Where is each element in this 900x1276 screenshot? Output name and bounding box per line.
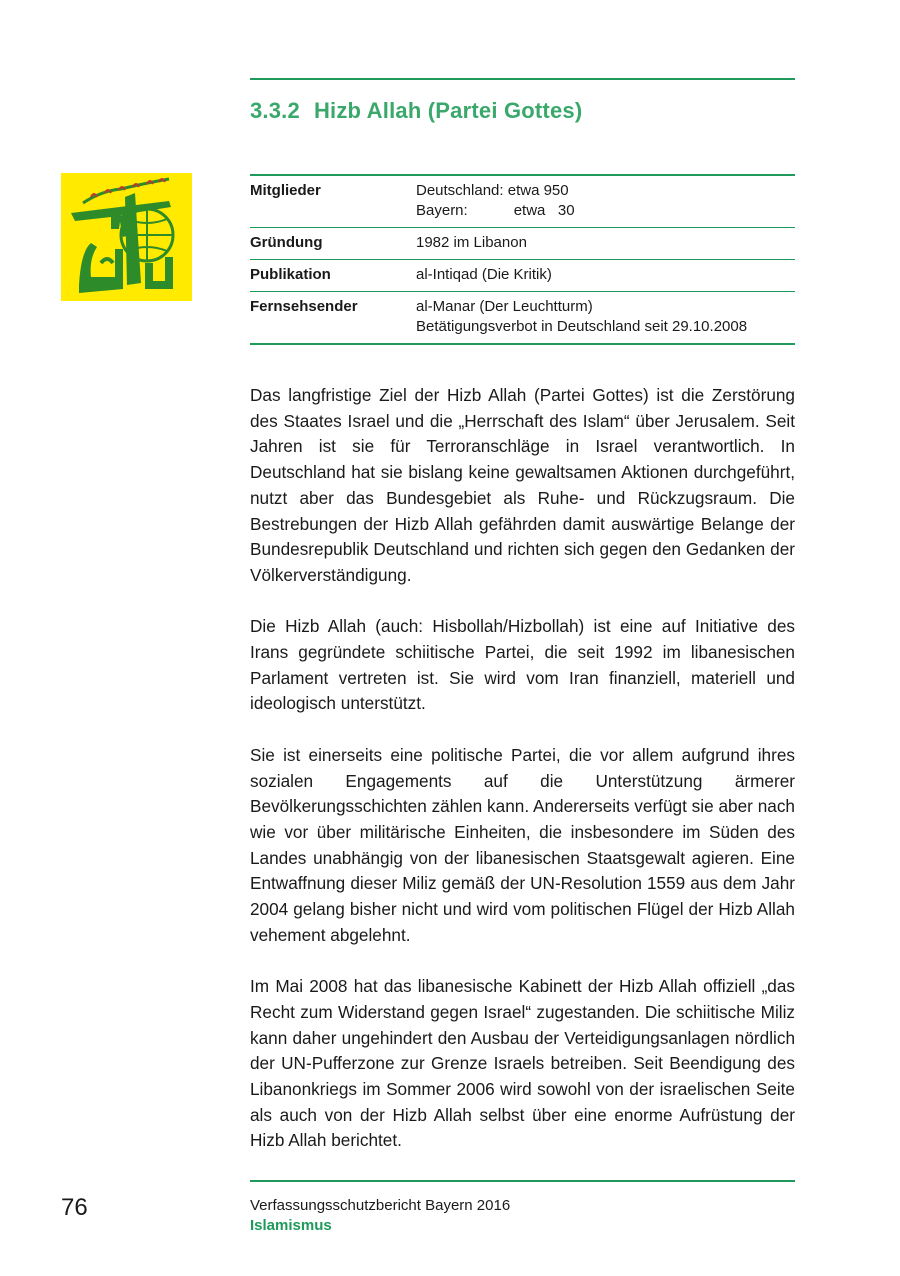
founding-label: Gründung: [250, 228, 416, 260]
tv-station-ban: Betätigungsverbot in Deutschland seit 29.10.2008: [416, 318, 748, 335]
tv-station-value: [416, 292, 795, 345]
table-row: [250, 175, 795, 228]
members-germany-region: Deutschland:: [416, 182, 504, 199]
founding-value: 1982 im Libanon: [416, 228, 795, 260]
table-row: [250, 228, 795, 260]
members-bavaria-value: etwa 30: [513, 202, 575, 219]
publication-value: al-Intiqad (Die Kritik): [416, 260, 795, 292]
members-value: [416, 175, 795, 228]
members-label: Mitglieder: [250, 175, 416, 228]
tv-station-label: Fernsehsender: [250, 292, 416, 345]
page-number: 76: [61, 1194, 88, 1221]
publication-label: Publikation: [250, 260, 416, 292]
footer-rule: [250, 1180, 795, 1182]
section-title: Hizb Allah (Partei Gottes): [313, 98, 583, 123]
hizb-allah-flag-logo: [61, 173, 192, 301]
tv-station-name: al-Manar (Der Leuchtturm): [416, 298, 593, 315]
paragraph: Im Mai 2008 hat das libanesische Kabinett der Hizb Allah offiziell „das Recht zum Widerstand gegen Israel“ zugestanden. Die schiitische Miliz kann daher ungehindert den Ausbau der Verteidigungsanlagen nördlich der UN-Pufferzone zur Grenze Israels betreiben. Seit Beendigung des Libanonkriegs im Sommer 2006 wird sowohl von der israelischen Seite als auch von der Hizb Allah selbst über eine enorme Aufrüstung der Hizb Allah berichtet.: [250, 976, 795, 1151]
facts-table: [250, 174, 795, 345]
paragraph: Sie ist einerseits eine politische Partei, die vor allem aufgrund ihres sozialen Engagements auf die Unterstützung ärmerer Bevölkerungsschichten zählen kann. Andererseits verfügt sie aber nach wie vor über militärische Einheiten, die insbesondere im Süden des Landes unabhängig von der libanesischen Staatsgewalt agieren. Eine Entwaffnung dieser Miliz gemäß der UN-Resolution 1559 aus dem Jahr 2004 gelang bisher nicht und wird vom politischen Flügel der Hizb Allah vehement abgelehnt.: [250, 744, 795, 945]
section-heading: [250, 98, 582, 124]
flag-emblem-icon: [61, 173, 192, 301]
table-row: [250, 292, 795, 345]
top-rule: [250, 78, 795, 80]
paragraph: Die Hizb Allah (auch: Hisbollah/Hizbollah) ist eine auf Initiative des Irans gegründete schiitische Partei, die seit 1992 im libanesischen Parlament vertreten ist. Sie wird vom Iran finanziell, materiell und ideologisch unterstützt.: [250, 616, 795, 714]
article-body: [250, 383, 795, 1180]
section-number: 3.3.2: [250, 98, 300, 123]
paragraph: Das langfristige Ziel der Hizb Allah (Partei Gottes) ist die Zerstörung des Staates Israel und die „Herrschaft des Islam“ über Jerusalem. Seit Jahren ist sie für Terroranschläge in Israel verantwortlich. In Deutschland hat sie bislang keine gewaltsamen Aktionen durchgeführt, nutzt aber das Bundesgebiet als Ruhe- und Rückzugsraum. Die Bestrebungen der Hizb Allah gefährden damit auswärtige Belange der Bundesrepublik Deutschland und richten sich gegen den Gedanken der Völkerverständigung.: [250, 385, 795, 585]
members-germany-value: etwa 950: [507, 182, 569, 199]
table-row: [250, 260, 795, 292]
footer-publication: Verfassungsschutzbericht Bayern 2016: [250, 1197, 511, 1214]
members-bavaria-region: Bayern:: [416, 202, 468, 219]
footer-section: Islamismus: [250, 1217, 332, 1234]
